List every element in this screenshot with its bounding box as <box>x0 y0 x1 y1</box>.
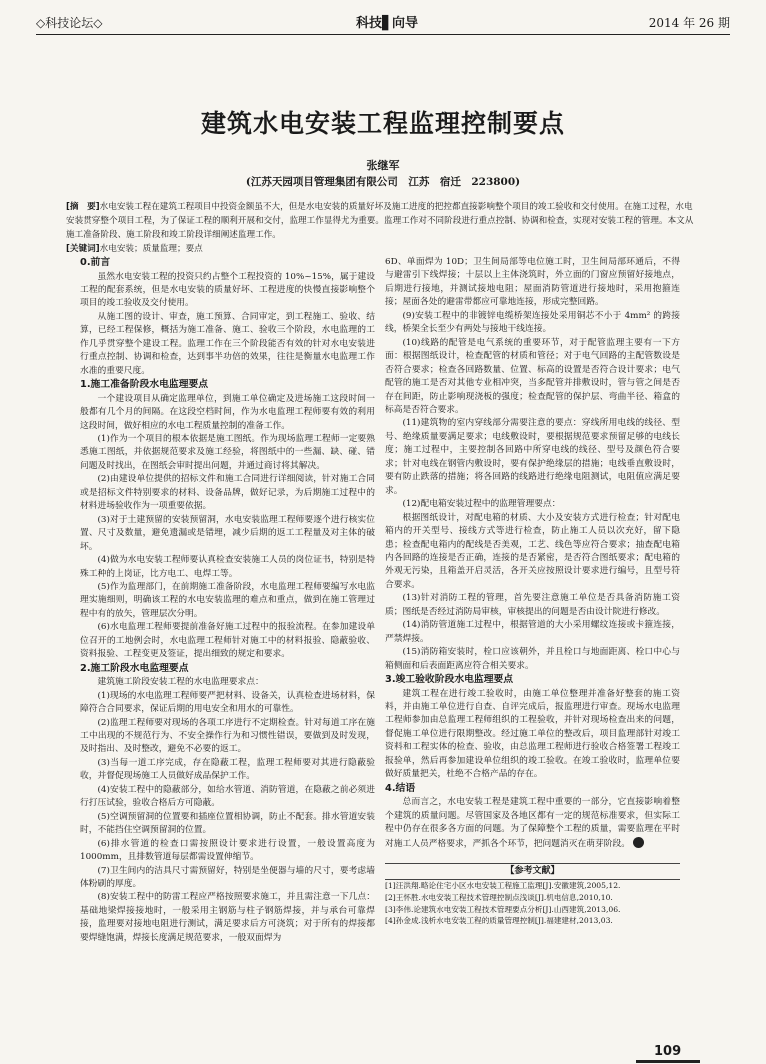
author-name: 张继军 <box>366 159 400 172</box>
body-paragraph: 一个建设项目从确定监理单位，到施工单位确定及进场施工这段时间一般都有几个月的间隔。在这段空档时间，作为水电监理工程师要有效的利用这段时间，做好相应的水电工程质量控制的准备工作。 <box>80 393 375 431</box>
header-journal: 科技▋向导 <box>356 16 418 31</box>
abstract-paragraph <box>66 200 700 242</box>
references-list <box>385 880 680 926</box>
header-issue: 2014 年 26 期 <box>648 16 730 30</box>
abstract-block <box>66 200 700 256</box>
body-paragraph: (2)由建设单位提供的招标文件和施工合同进行详细阅读，针对施工合同或是招标文件特别要求的材料、设备品牌，做好记录，为后期施工过程中的材料进场验收作为一项重要依据。 <box>80 474 375 512</box>
reference-item: [3]李伟.论建筑水电安装工程技术管理要点分析[J].山西建筑,2013,06. <box>385 904 621 914</box>
page-number: 109 <box>654 1044 682 1059</box>
body-paragraph: 根据图纸设计，对配电箱的材质、大小及安装方式进行检查；针对配电箱内的开关型号、接线方式等进行检查，防止施工人员以次充好，留下隐患；检查配电箱内的配线是否美观，工艺、线色等应符合要求；抽查配电箱内各回路的连接是否正确，连接的是否紧密，是否符合图纸要求；配电箱的外观无污染，且箱盖开启灵活，各开关应按照设计要求进行编号，且型号符合要求。 <box>385 512 680 590</box>
body-paragraph: (7)卫生间内的洁具尺寸需预留好，特别是坐便器与墙的尺寸，要考虑墙体粉刷的厚度。 <box>80 865 375 889</box>
references-title: 【参考文献】 <box>385 863 680 880</box>
body-paragraph: (5)空调预留洞的位置要和插座位置相协调，防止不配套。排水管道安装时，不能挡住空调预留洞的位置。 <box>80 811 375 836</box>
page-number-bar <box>636 1060 700 1063</box>
body-column-right <box>385 256 680 927</box>
author-affiliation: (江苏天园项目管理集团有限公司 江苏 宿迁 223800) <box>245 176 521 188</box>
body-paragraph: (6)水电监理工程师要提前准备好施工过程中的报验流程。在参加建设单位召开的工地例会时，水电监理工程师针对施工中的材料报验、隐蔽验收、资料报验、工程变更及签证，提出细致的规定和要求。 <box>80 622 375 660</box>
body-paragraph: 6D、单面焊为 10D；卫生间局部等电位施工时，卫生间局部环通后，不得与避雷引下线焊接；十层以上主体浇筑时，外立面的门窗应预留好接地点，后期进行接地，并测试接地电阻；屋面消防管道进行接地时，采用抱箍连接；屋面各处的避雷带都应可靠地连接，形成完整回路。 <box>385 257 680 308</box>
body-paragraph: 总而言之，水电安装工程是建筑工程中重要的一部分，它直接影响着整个建筑的质量问题。尽管国家及各地区都有一定的规范标准要求，但实际工程中仍存在很多各方面的问题。为了保障整个工程的质量，需要监理在平时对施工人员严格要求，严抓各个环节，把问题消灭在萌芽阶段。 <box>385 797 680 849</box>
section-heading: 3.竣工验收阶段水电监理要点 <box>385 674 514 686</box>
body-paragraph: (12)配电箱安装过程中的监理管理要点： <box>402 499 561 510</box>
body-paragraph: (3)当每一道工序完成，存在隐蔽工程，监理工程师要对其进行隐蔽验收，并督促现场施工人员做好成品保护工作。 <box>80 757 375 782</box>
body-paragraph: (14)消防管道施工过程中，根据管道的大小采用螺纹连接或卡箍连接，严禁焊接。 <box>385 620 680 644</box>
body-column-left <box>80 256 375 945</box>
body-paragraph: (3)对于土建预留的安装预留洞，水电安装监理工程师要逐个进行核实位置、尺寸及数量，避免遗漏或是错埋，减少后期的返工工程量及对主体的破坏。 <box>80 514 375 552</box>
body-paragraph: 虽然水电安装工程的投资只约占整个工程投资的 10%~15%，属于建设工程的配套系统，但是水电安装的质量好坏、工程进度的快慢直接影响整个项目的竣工验收及交付使用。 <box>80 271 375 309</box>
section-heading: 0.前言 <box>80 257 111 268</box>
header-section: ◇科技论坛◇ <box>36 16 103 30</box>
body-paragraph: (2)监理工程师要对现场的各项工序进行不定期检查。针对每道工序在施工中出现的不规范行为、不安全操作行为和习惯性错误，要做到及时发现，及时指出、及时整改，避免不必要的返工。 <box>80 717 375 755</box>
body-paragraph: (4)安装工程中的隐蔽部分，如给水管道、消防管道，在隐蔽之前必须进行打压试验，验收合格后方可隐蔽。 <box>80 784 375 809</box>
reference-item: [2]王怀胜.水电安装工程技术管理控制点浅谈[J].机电信息,2010,10. <box>385 893 613 903</box>
body-paragraph: (13)针对消防工程的管理，首先要注意施工单位是否具备消防施工资质；图纸是否经过消防局审核，审核提出的问题是否由设计院进行修改。 <box>385 593 680 617</box>
body-paragraph: (8)安装工程中的防雷工程应严格按照要求施工，并且需注意一下几点：基础地梁焊接接地时，一般采用主钢筋与柱子钢筋焊接，并与承台可靠焊接，监理要对接地电阻进行测试，满足要求后方可浇筑；对于所有的焊接都要焊缝饱满，焊接长度满足规范要求，一般双面焊为 <box>80 892 375 943</box>
body-paragraph: (1)现场的水电监理工程师要严把材料、设备关，认真检查进场材料，保障符合合同要求，保证后期的用电安全和用水的可靠性。 <box>80 690 375 715</box>
keywords-label: [关键词] <box>66 244 100 254</box>
keywords-paragraph <box>66 242 700 256</box>
body-paragraph: 建筑工程在进行竣工验收时，由施工单位整理并准备好整套的施工资料，并由施工单位进行自查、自评完成后，报监理进行审查。现场水电监理工程师参加由总监理工程师组织的工程验收，并针对现场检查出来的问题，督促施工单位进行限期整改。经过施工单位的整改后，项目监理部针对竣工资料和工程实体的检查、验收，由总监理工程师进行验收合格签署工程竣工报验单，然后再参加建设单位组织的竣工验收。在竣工验收时，监理单位要做好质量把关，杜绝不合格产品的存在。 <box>385 688 680 780</box>
right-column-body <box>385 256 680 851</box>
body-paragraph: (4)做为水电安装工程师要认真检查安装施工人员的岗位证书，特别是特殊工种的上岗证，比方电工、电焊工等。 <box>80 555 375 579</box>
body-paragraph: (1)作为一个项目的根本依据是施工图纸。作为现场监理工程师一定要熟悉施工图纸，并依据规范要求及施工经验，将图纸中的一些漏、缺、碰、错问题及时找出，在图纸会审时提出问题，并通过商讨将其解决。 <box>80 433 375 471</box>
section-heading: 4.结语 <box>385 782 416 794</box>
body-paragraph: 从施工图的设计、审查，施工预算、合同审定，到工程施工、验收、结算，已经工程保修，概括为施工准备、施工、验收三个阶段，水电监理的工作几乎贯穿整个建设工程。监理工作在三个阶段能否有效的针对水电安装进行重点控制、协调和检查，达到事半功倍的效果，往往是衡量水电监理工作水准的重要尺度。 <box>80 311 375 376</box>
body-paragraph: (6)排水管道的检查口需按照设计要求进行设置，一般设置高度为 1000mm，且排数管道每层都需设置伸缩节。 <box>80 838 375 863</box>
body-paragraph: (15)消防箱安装时，栓口应该朝外，并且栓口与地面距离、栓口中心与箱侧面和后表面距离应符合相关要求。 <box>385 647 680 671</box>
abstract-label: [摘 要] <box>66 202 100 212</box>
reference-item: [1]汪洪翔.略论住宅小区水电安装工程施工监理[J].安徽建筑,2005,12. <box>385 881 621 891</box>
body-paragraph: (10)线路的配管是电气系统的重要环节，对于配管监理主要有一下方面：根据图纸设计，检查配管的材质和管径；对于电气回路的主配管数设是否符合要求；检查各回路数量、位置、标高的设置是否符合设计要求；电气配管的施工是否对其他专业相冲突，当多配管并排敷设时，管与管之间是否存在间距，防止影响现浇板的强度；检查配管的保护层、弯曲半径、箱盒的标高是否符合要求。 <box>385 337 680 415</box>
body-paragraph: (5)作为监理部门，在前期施工准备阶段，水电监理工程师要编写水电监理实施细则，明确该工程的水电安装监理的难点和重点，做到在施工管理过程中有的放矢，管理层次分明。 <box>80 581 375 619</box>
running-header <box>36 10 730 32</box>
section-heading: 1.施工准备阶段水电监理要点 <box>80 379 209 391</box>
header-rule <box>36 34 730 35</box>
section-heading: 2.施工阶段水电监理要点 <box>80 662 189 674</box>
body-paragraph: (9)安装工程中的非镀锌电缆桥架连接处采用铜芯不小于 4mm² 的跨接线，桥架全长至少有两处与接地干线连接。 <box>385 310 680 335</box>
keywords-text: 水电安装；质量监理；要点 <box>99 244 203 254</box>
end-mark-icon <box>633 837 644 848</box>
paper-title: 建筑水电安装工程监理控制要点 <box>200 109 565 138</box>
abstract-text: 水电安装工程在建筑工程项目中投资金额虽不大，但是水电安装的质量好坏及施工进度的把控都直接影响整个项目的竣工验收和交付使用。在施工过程，水电安装贯穿整个项目工程，为了保证工程的顺利开展和交付，监理工作显得尤为重要。监理工作对不同阶段进行重点控制、协调和检查，实现对安装工程的管理。本文从施工准备阶段、施工阶段和竣工阶段详细阐述监理工作。 <box>66 202 694 240</box>
body-paragraph: (11)建筑物的室内穿线部分需要注意的要点：穿线所用电线的线径、型号、绝缘质量要满足要求；电线敷设时，要根据规范要求预留足够的电线长度；施工过程中，主要控制各回路中所穿电线的线径、型号及颜色符合要求；针对电线在钢管内敷设时，要有保护绝缘层的措施；电线垂直敷设时，要有防止跌落的措施；将各回路的线路进行绝缘电阻测试，电阻值应满足要求。 <box>385 418 680 496</box>
body-paragraph: 建筑施工阶段安装工程的水电监理要求点： <box>97 677 264 688</box>
reference-item: [4]孙金成.浅析水电安装工程的质量管理控制[J].福建建材,2013,03. <box>385 916 613 926</box>
